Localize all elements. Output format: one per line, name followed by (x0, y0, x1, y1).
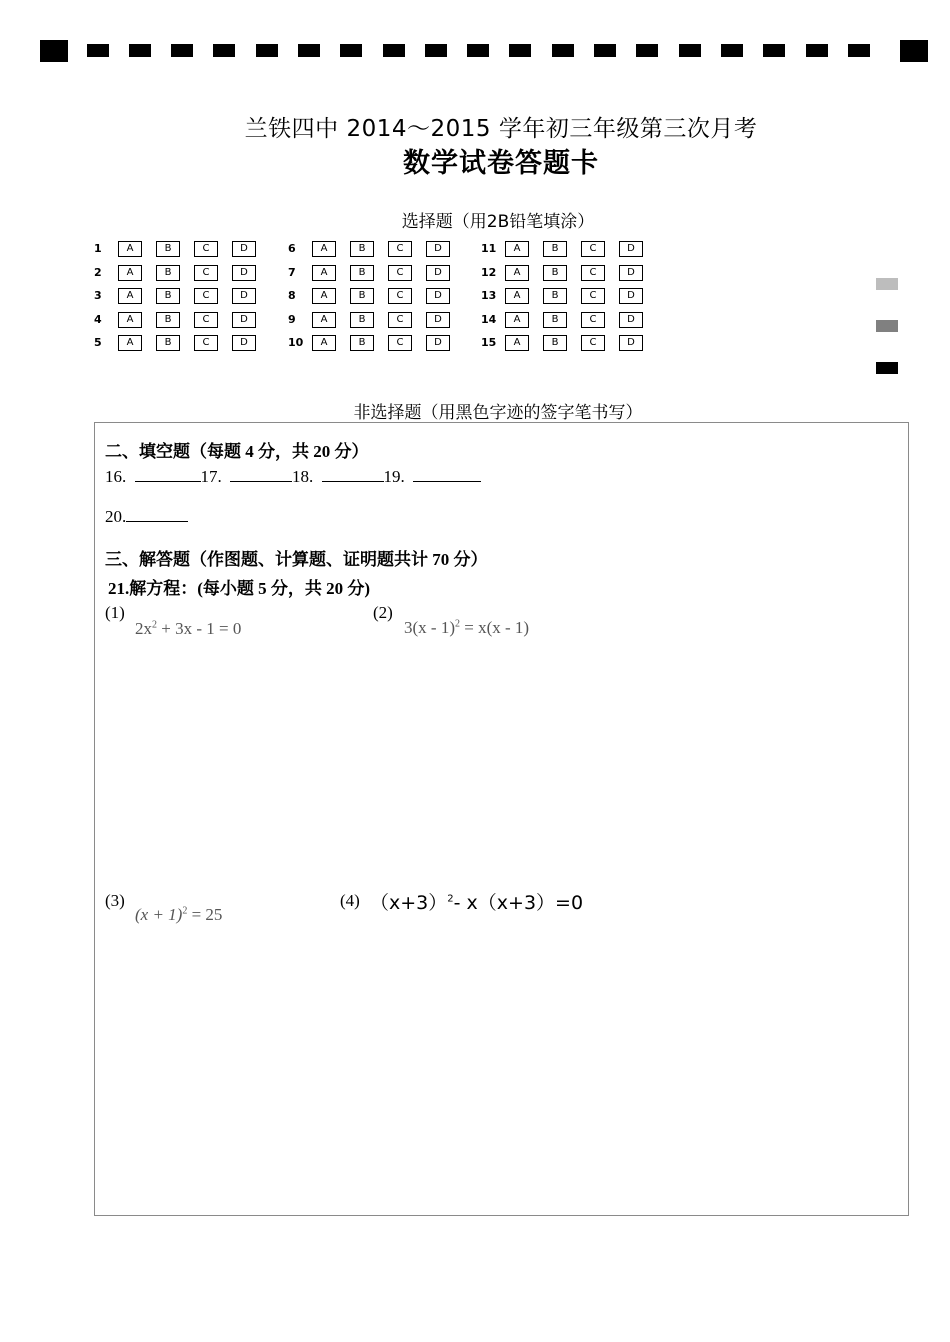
bubble-a[interactable]: A (312, 241, 336, 257)
answer-blank-16[interactable] (135, 467, 201, 482)
choice-section-title: 选择题（用2B铅笔填涂） (401, 212, 595, 232)
bubble-c[interactable]: C (194, 288, 218, 304)
bubble-d[interactable]: D (426, 312, 450, 328)
bubble-a[interactable]: A (312, 265, 336, 281)
timing-mark-corner-left (40, 40, 68, 62)
bubble-b[interactable]: B (350, 265, 374, 281)
question-number: 11 (481, 242, 497, 255)
timing-mark (636, 44, 658, 57)
equation-1-rest: + 3x - 1 = 0 (157, 619, 242, 638)
bubble-b[interactable]: B (156, 335, 180, 351)
bubble-a[interactable]: A (505, 312, 529, 328)
timing-mark (509, 44, 531, 57)
question-number: 2 (94, 266, 102, 279)
question-number: 12 (481, 266, 497, 279)
equation-4 (370, 888, 583, 915)
timing-mark (340, 44, 362, 57)
timing-mark (552, 44, 574, 57)
timing-mark (383, 44, 405, 57)
fill-blank-row (105, 467, 481, 487)
bubble-a[interactable]: A (505, 288, 529, 304)
bubble-d[interactable]: D (426, 241, 450, 257)
fill-blank-heading: 二、填空题（每题 4 分，共 20 分） (105, 442, 369, 461)
timing-mark (594, 44, 616, 57)
question-number: 6 (288, 242, 296, 255)
equation-1-power: 2 (152, 619, 157, 631)
solve-heading: 三、解答题（作图题、计算题、证明题共计 70 分） (105, 550, 488, 569)
side-mark-light (876, 278, 898, 290)
question-21-heading: 21.解方程：(每小题 5 分，共 20 分) (108, 579, 371, 598)
bubble-a[interactable]: A (118, 335, 142, 351)
part-3-label: (3) (105, 891, 125, 910)
question-number: 9 (288, 313, 296, 326)
bubble-c[interactable]: C (388, 288, 412, 304)
timing-mark (721, 44, 743, 57)
timing-mark (213, 44, 235, 57)
timing-mark (848, 44, 870, 57)
question-number: 5 (94, 336, 102, 349)
non-choice-section-title: 非选择题（用黑色字迹的签字笔书写） (353, 403, 643, 423)
equation-2-base: 3(x - 1) (404, 618, 455, 637)
timing-mark (763, 44, 785, 57)
equation-4-power: 2 (447, 893, 454, 905)
question-number: 1 (94, 242, 102, 255)
question-number: 14 (481, 313, 497, 326)
bubble-c[interactable]: C (581, 335, 605, 351)
bubble-d[interactable]: D (619, 335, 643, 351)
equation-1-base: 2x (135, 619, 152, 638)
bubble-a[interactable]: A (505, 241, 529, 257)
answer-box[interactable] (94, 422, 909, 1216)
question-number: 8 (288, 289, 296, 302)
equation-4-base: （x+3） (370, 892, 448, 914)
exam-title: 兰铁四中 2014～2015 学年初三年级第三次月考 (244, 116, 758, 142)
bubble-c[interactable]: C (194, 312, 218, 328)
bubble-a[interactable]: A (505, 265, 529, 281)
bubble-a[interactable]: A (312, 312, 336, 328)
side-mark-mid (876, 320, 898, 332)
bubble-a[interactable]: A (118, 288, 142, 304)
answer-blank-19[interactable] (413, 467, 481, 482)
bubble-c[interactable]: C (388, 312, 412, 328)
bubble-b[interactable]: B (350, 288, 374, 304)
blank-label-19: 19. (383, 467, 405, 486)
bubble-a[interactable]: A (118, 312, 142, 328)
bubble-b[interactable]: B (350, 241, 374, 257)
bubble-b[interactable]: B (350, 312, 374, 328)
blank-label-16: 16. (105, 467, 127, 486)
part-4-label: (4) (340, 891, 360, 910)
question-number: 10 (288, 336, 304, 349)
timing-mark (171, 44, 193, 57)
bubble-d[interactable]: D (619, 288, 643, 304)
answer-blank-17[interactable] (230, 467, 292, 482)
bubble-a[interactable]: A (312, 335, 336, 351)
bubble-d[interactable]: D (619, 312, 643, 328)
question-number: 13 (481, 289, 497, 302)
timing-marks (40, 40, 930, 62)
question-number: 4 (94, 313, 102, 326)
bubble-d[interactable]: D (232, 288, 256, 304)
question-number: 3 (94, 289, 102, 302)
bubble-c[interactable]: C (388, 241, 412, 257)
bubble-d[interactable]: D (426, 335, 450, 351)
timing-mark (467, 44, 489, 57)
bubble-a[interactable]: A (118, 265, 142, 281)
timing-mark (298, 44, 320, 57)
bubble-d[interactable]: D (619, 265, 643, 281)
question-number: 15 (481, 336, 497, 349)
bubble-d[interactable]: D (426, 288, 450, 304)
timing-mark (679, 44, 701, 57)
blank-label-18: 18. (292, 467, 314, 486)
equation-2 (404, 618, 529, 638)
timing-mark (806, 44, 828, 57)
bubble-d[interactable]: D (619, 241, 643, 257)
answer-blank-18[interactable] (322, 467, 384, 482)
bubble-c[interactable]: C (581, 288, 605, 304)
bubble-a[interactable]: A (312, 288, 336, 304)
bubble-c[interactable]: C (581, 241, 605, 257)
timing-mark (87, 44, 109, 57)
bubble-b[interactable]: B (350, 335, 374, 351)
bubble-c[interactable]: C (388, 265, 412, 281)
card-title: 数学试卷答题卡 (403, 148, 599, 179)
bubble-b[interactable]: B (543, 312, 567, 328)
timing-mark (129, 44, 151, 57)
blank-label-20: 20. (105, 507, 127, 526)
equation-1 (135, 619, 241, 639)
bubble-b[interactable]: B (156, 241, 180, 257)
equation-3-rest: = 25 (187, 905, 223, 924)
equation-3-base: (x + 1) (135, 905, 183, 924)
question-number: 7 (288, 266, 296, 279)
timing-mark (256, 44, 278, 57)
part-1-label: (1) (105, 603, 125, 622)
bubble-b[interactable]: B (543, 335, 567, 351)
equation-2-power: 2 (454, 618, 460, 630)
bubble-d[interactable]: D (232, 335, 256, 351)
bubble-c[interactable]: C (388, 335, 412, 351)
bubble-b[interactable]: B (543, 265, 567, 281)
fill-blank-row-20 (105, 507, 188, 527)
side-mark-dark (876, 362, 898, 374)
timing-mark (425, 44, 447, 57)
bubble-b[interactable]: B (156, 312, 180, 328)
bubble-d[interactable]: D (232, 241, 256, 257)
blank-label-17: 17. (200, 467, 222, 486)
bubble-a[interactable]: A (505, 335, 529, 351)
bubble-b[interactable]: B (543, 288, 567, 304)
equation-4-rest: - x（x+3）=0 (453, 892, 584, 914)
bubble-b[interactable]: B (543, 241, 567, 257)
equation-3-power: 2 (182, 905, 188, 917)
timing-mark-corner-right (900, 40, 928, 62)
bubble-d[interactable]: D (426, 265, 450, 281)
bubble-d[interactable]: D (232, 312, 256, 328)
bubble-c[interactable]: C (194, 241, 218, 257)
bubble-b[interactable]: B (156, 288, 180, 304)
bubble-c[interactable]: C (581, 312, 605, 328)
part-2-label: (2) (373, 603, 393, 622)
bubble-c[interactable]: C (194, 335, 218, 351)
equation-2-rest: = x(x - 1) (459, 618, 530, 637)
bubble-c[interactable]: C (194, 265, 218, 281)
equation-3 (135, 905, 222, 925)
answer-blank-20[interactable] (126, 507, 188, 522)
bubble-a[interactable]: A (118, 241, 142, 257)
bubble-d[interactable]: D (232, 265, 256, 281)
bubble-c[interactable]: C (581, 265, 605, 281)
bubble-b[interactable]: B (156, 265, 180, 281)
